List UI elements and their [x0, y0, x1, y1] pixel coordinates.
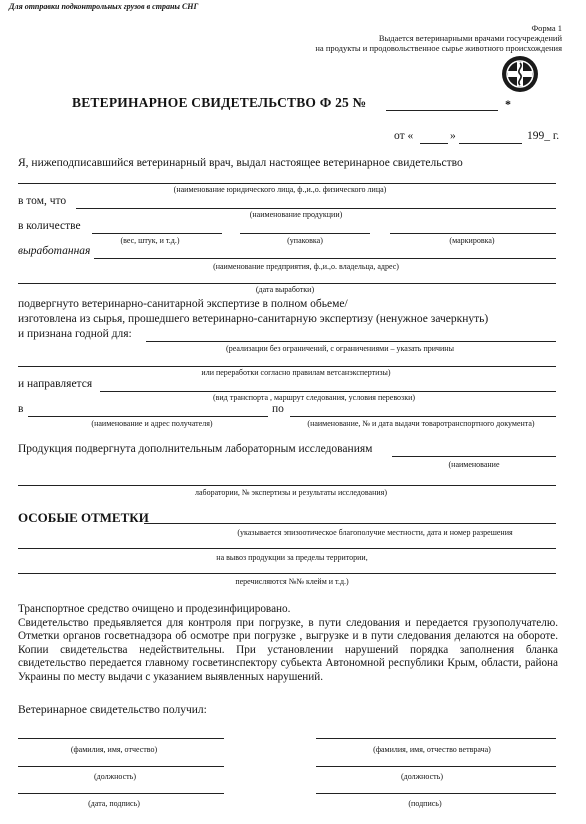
label-in-that: в том, что	[18, 195, 67, 207]
label-lab: Продукция подвергнута дополнительным лабораторным исследованиям	[18, 443, 373, 455]
notice-line-1: Транспортное средство очищено и продезинфицировано.	[18, 603, 291, 615]
label-sent: и направляется	[18, 378, 93, 390]
transport-notice	[18, 603, 558, 685]
label-by: по	[272, 403, 284, 415]
label-subjected-2: изготовлена из сырья, прошедшего ветеринарно-санитарную экспертизу (ненужное зачеркнуть)	[18, 313, 489, 325]
special-marks-field-3[interactable]	[18, 573, 556, 574]
date-mid: »	[450, 130, 456, 142]
top-note: Для отправки подконтрольных грузов в страны СНГ	[9, 2, 199, 11]
label-subjected-1: подвергнуто ветеринарно-санитарной экспертизе в полном обьеме/	[18, 298, 348, 310]
label-produced: выработанная	[18, 245, 91, 257]
caption-realization: (реализации без ограничений, с ограничениями – указать причины	[226, 344, 454, 353]
caption-recipient: (наименование и адрес получателя)	[91, 419, 213, 428]
date-year: 199_ г.	[527, 130, 560, 142]
special-marks-field-2[interactable]	[18, 548, 556, 549]
title-mark: *	[505, 97, 511, 111]
certificate-title: ВЕТЕРИНАРНОЕ СВИДЕТЕЛЬСТВО Ф 25 №	[72, 95, 367, 110]
caption-producer: (наименование предприятия, ф.,и.,о. владельца, адрес)	[213, 262, 399, 271]
quantity-field[interactable]	[92, 233, 222, 234]
label-to: в	[18, 403, 24, 415]
recipient-position-field[interactable]	[18, 766, 224, 767]
caption-brands: перечисляются №№ клейм и т.д.)	[235, 577, 349, 586]
caption-packaging: (упаковка)	[287, 236, 323, 245]
caption-production-date: (дата выработки)	[255, 285, 315, 294]
date-from: от «	[394, 130, 414, 142]
legal-entity-field[interactable]	[18, 183, 556, 184]
caption-product-name: (наименование продукции)	[249, 210, 343, 219]
producer-field[interactable]	[94, 258, 556, 259]
label-special-marks: ОСОБЫЕ ОТМЕТКИ	[18, 510, 149, 525]
caption-lab-name: (наименование	[448, 460, 500, 469]
waybill-field[interactable]	[290, 416, 556, 417]
caption-position-right: (должность)	[401, 772, 443, 781]
lab-details-field[interactable]	[18, 485, 556, 486]
production-date-field[interactable]	[18, 283, 556, 284]
form-number: Форма 1	[531, 23, 562, 33]
caption-name-left: (фамилия, имя, отчество)	[70, 745, 158, 754]
fit-for-field[interactable]	[146, 341, 556, 342]
fit-for-field-2[interactable]	[18, 366, 556, 367]
recipient-date-sign-field[interactable]	[18, 793, 224, 794]
lab-field[interactable]	[392, 456, 556, 457]
recipient-field[interactable]	[28, 416, 268, 417]
packaging-field[interactable]	[240, 233, 370, 234]
vet-position-field[interactable]	[316, 766, 556, 767]
vet-name-field[interactable]	[316, 738, 556, 739]
label-fit-for: и признана годной для:	[18, 328, 132, 340]
caption-processing: или переработки согласно правилам ветсанэкспертизы)	[201, 368, 391, 377]
caption-transport: (вид транспорта , маршрут следования, условия перевозки)	[212, 393, 416, 402]
caption-export: на вывоз продукции за пределы территории,	[216, 553, 368, 562]
recipient-name-field[interactable]	[18, 738, 224, 739]
label-received: Ветеринарное свидетельство получил:	[18, 704, 207, 716]
caption-quantity-units: (вес, штук, и т.д.)	[120, 236, 180, 245]
label-quantity: в количестве	[18, 220, 81, 232]
date-day-field[interactable]	[420, 143, 448, 144]
intro-text: Я, нижеподписавшийся ветеринарный врач, выдал настоящее ветеринарное свидетельство	[18, 157, 463, 169]
caption-epizootic: (указывается эпизоотическое благополучие местности, дата и номер разрешения	[237, 528, 513, 537]
product-name-field[interactable]	[76, 208, 556, 209]
caption-marking: (маркировка)	[449, 236, 495, 245]
vet-sign-field[interactable]	[316, 793, 556, 794]
form-issuer-line1: Выдается ветеринарными врачами госучреждений	[378, 33, 562, 43]
certificate-number-field[interactable]	[386, 110, 498, 111]
special-marks-field[interactable]	[144, 523, 556, 524]
marking-field[interactable]	[390, 233, 556, 234]
caption-date-sign: (дата, подпись)	[88, 799, 140, 808]
notice-body: Свидетельство предьявляется для контроля при погрузке, в пути следования и передается грузополучателю. Отметки органов госветнадзора об осмотре при погрузке , выгрузке и в пути следования делаются на обороте. Копии свидетельства недействительны. При установлении нарушений порядка заполнения бланка свидетельство передается главному госветинспектору субьекта Автономной республики Крым, области, района Украины по месту выдачи с указанием выявленных нарушений.	[18, 616, 558, 683]
caption-position-left: (должность)	[94, 772, 136, 781]
caption-lab-details: лаборатории, № экспертизы и результаты исследования)	[195, 488, 387, 497]
caption-waybill: (наименование, № и дата выдачи товаротранспортного документа)	[307, 419, 535, 428]
caption-name-right: (фамилия, имя, отчество ветврача)	[373, 745, 491, 754]
caption-sign: (подпись)	[408, 799, 442, 808]
veterinary-emblem-icon	[500, 54, 540, 94]
date-month-field[interactable]	[459, 143, 522, 144]
transport-field[interactable]	[100, 391, 556, 392]
caption-legal-entity: (наименование юридического лица, ф.,и.,о. физического лица)	[173, 185, 387, 194]
form-issuer-line2: на продукты и продовольственное сырье животного происхождения	[315, 43, 562, 53]
